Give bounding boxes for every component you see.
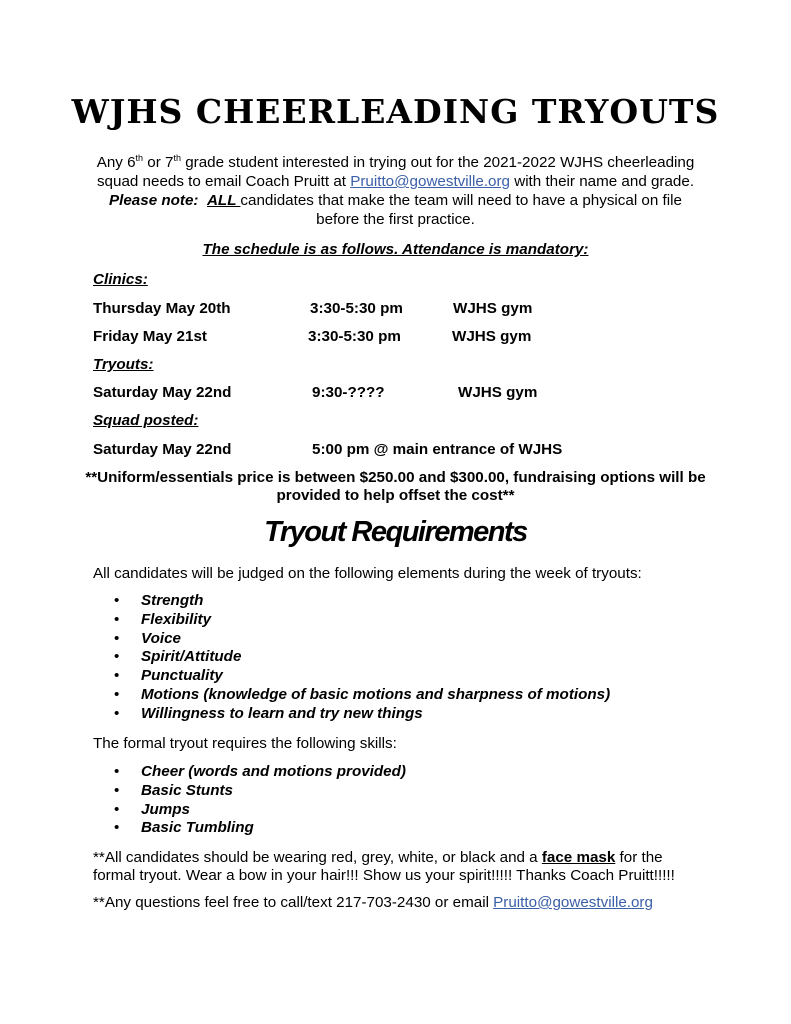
schedule-day: Saturday May 22nd — [93, 384, 232, 401]
schedule-time: 3:30-5:30 pm — [310, 300, 403, 317]
all-emphasis: ALL — [206, 192, 241, 209]
skills-list — [110, 763, 406, 838]
schedule-day: Saturday May 22nd — [93, 441, 232, 458]
list-item: • Willingness to learn and try new things — [110, 705, 610, 724]
list-item: • Spirit/Attitude — [110, 648, 610, 667]
intro-text: with their name and grade. — [510, 173, 695, 190]
schedule-place: WJHS gym — [453, 300, 533, 317]
clinics-label: Clinics: — [93, 271, 148, 288]
schedule-place: WJHS gym — [452, 328, 532, 345]
list-item: • Motions (knowledge of basic motions and sharpness of motions) — [110, 686, 610, 705]
schedule-time: 9:30-???? — [312, 384, 385, 401]
intro-text: or 7 — [143, 154, 174, 171]
questions-paragraph — [93, 894, 703, 912]
schedule-heading: The schedule is as follows. Attendance is mandatory: — [202, 241, 589, 258]
list-item: • Basic Stunts — [110, 782, 406, 801]
intro-text: grade student interested in trying out for the 2021-2022 WJHS cheerleading squad needs to email Coach Pruitt at — [96, 154, 695, 190]
attire-paragraph — [93, 849, 703, 885]
list-item: • Voice — [110, 630, 610, 649]
skills-intro: The formal tryout requires the following skills: — [93, 735, 397, 752]
list-item: • Basic Tumbling — [110, 819, 406, 838]
superscript-th: th — [173, 152, 181, 163]
schedule-day: Friday May 21st — [93, 328, 207, 345]
attire-text: for the formal tryout. Wear a bow in your hair!!! Show us your spirit!!!!! Thanks Coach Pruitt!!!!! — [93, 849, 675, 884]
squad-posted-label: Squad posted: — [93, 412, 199, 429]
price-note: **Uniform/essentials price is between $250.00 and $300.00, fundraising options will be provided to help offset the cost** — [85, 469, 706, 504]
schedule-detail: 5:00 pm @ main entrance of WJHS — [312, 441, 563, 458]
superscript-th: th — [135, 152, 144, 163]
requirements-title: Tryout Requirements — [264, 516, 527, 548]
intro-text: Any 6 — [96, 154, 136, 171]
page-title: WJHS CHEERLEADING TRYOUTS — [71, 92, 720, 131]
list-item: • Strength — [110, 592, 610, 611]
tryouts-label: Tryouts: — [93, 356, 154, 373]
judged-list — [110, 592, 610, 724]
attire-text: **All candidates should be wearing red, grey, white, or black and a — [93, 849, 542, 866]
questions-text: **Any questions feel free to call/text 217-703-2430 or email — [93, 894, 494, 911]
intro-paragraph — [93, 153, 698, 229]
coach-email-link[interactable]: Pruitto@gowestville.org — [493, 894, 653, 911]
schedule-place: WJHS gym — [458, 384, 538, 401]
judged-intro: All candidates will be judged on the following elements during the week of tryouts: — [93, 565, 642, 582]
face-mask-emphasis: face mask — [541, 849, 616, 866]
intro-text: candidates that make the team will need to have a physical on file before the first practice. — [240, 192, 682, 228]
schedule-time: 3:30-5:30 pm — [308, 328, 401, 345]
schedule-day: Thursday May 20th — [93, 300, 231, 317]
list-item: • Punctuality — [110, 667, 610, 686]
list-item: • Flexibility — [110, 611, 610, 630]
coach-email-link[interactable]: Pruitto@gowestville.org — [350, 173, 510, 190]
list-item: • Cheer (words and motions provided) — [110, 763, 406, 782]
note-label: Please note: — [109, 192, 199, 209]
list-item: • Jumps — [110, 801, 406, 820]
